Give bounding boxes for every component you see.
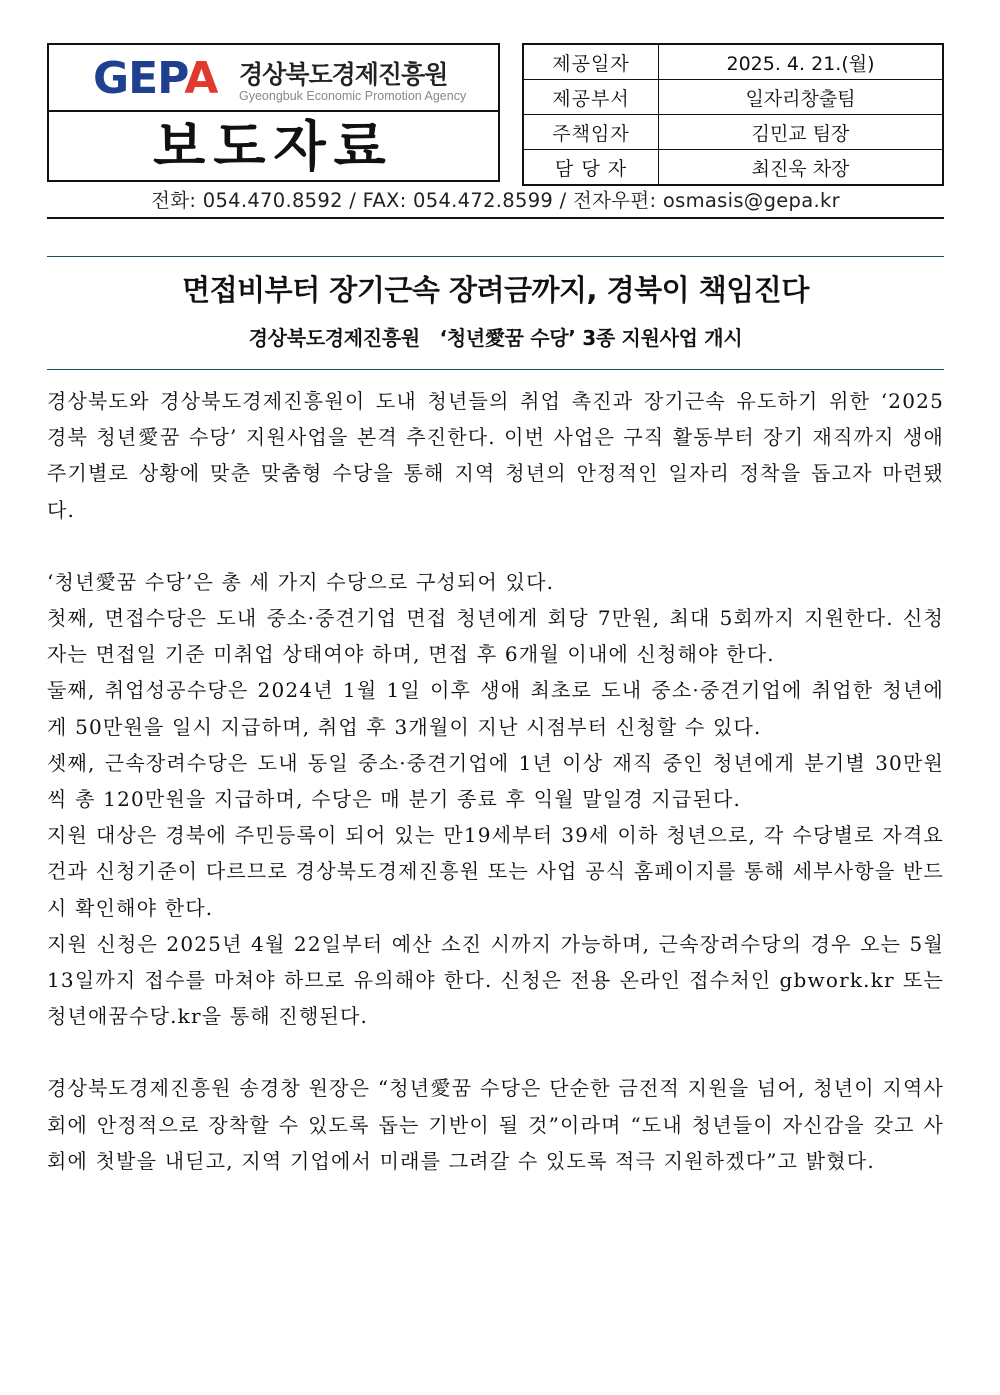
info-row xyxy=(523,80,943,115)
info-row xyxy=(523,44,943,80)
org-name-ko: 경상북도경제진흥원 xyxy=(239,60,448,89)
title-top-rule xyxy=(47,256,944,257)
info-value: 2025. 4. 21.(월) xyxy=(659,44,944,80)
gepa-logo xyxy=(93,53,218,104)
paragraph: 지원 대상은 경북에 주민등록이 되어 있는 만19세부터 39세 이하 청년으로, 각 수당별로 자격요건과 신청기준이 다르므로 경상북도경제진흥원 또는 사업 공식 홈페이지를 통해 세부사항을 반드시 확인해야 한다. xyxy=(47,823,944,920)
contact-line: 전화: 054.470.8592 / FAX: 054.472.8599 / 전자우편: osmasis@gepa.kr xyxy=(47,185,944,219)
paragraph: 첫째, 면접수당은 도내 중소·중견기업 면접 청년에게 회당 7만원, 최대 5회까지 지원한다. 신청자는 면접일 기준 미취업 상태여야 하며, 면접 후 6개월 이내에 신청해야 한다. xyxy=(47,606,944,667)
title-bottom-rule xyxy=(47,369,944,370)
logo-row xyxy=(49,45,498,112)
info-value: 최진욱 차장 xyxy=(659,150,944,186)
info-value: 일자리창출팀 xyxy=(659,80,944,115)
subheadline: 경상북도경제진흥원 ‘청년愛꿈 수당’ 3종 지원사업 개시 xyxy=(248,326,743,350)
paragraph: 지원 신청은 2025년 4월 22일부터 예산 소진 시까지 가능하며, 근속장려수당의 경우 오는 5월 13일까지 접수를 마쳐야 하므로 유의해야 한다. 신청은 전용 온라인 접수처인 gbwork.kr 또는 청년애꿈수당.kr을 통해 진행된다. xyxy=(47,931,944,1029)
article-body xyxy=(47,383,944,1179)
paragraph: ‘청년愛꿈 수당’은 총 세 가지 수당으로 구성되어 있다. xyxy=(47,569,555,594)
info-row xyxy=(523,150,943,186)
paragraph: 셋째, 근속장려수당은 도내 동일 중소·중견기업에 1년 이상 재직 중인 청년에게 분기별 30만원씩 총 120만원을 지급하며, 수당은 매 분기 종료 후 익월 말일경 지급된다. xyxy=(47,750,944,812)
info-label: 담 당 자 xyxy=(523,150,659,186)
info-row xyxy=(523,115,943,150)
headline: 면접비부터 장기근속 장려금까지, 경북이 책임진다 xyxy=(182,273,809,307)
doc-type-title: 보도자료 xyxy=(153,115,394,178)
paragraph: 경상북도와 경상북도경제진흥원이 도내 청년들의 취업 촉진과 장기근속 유도하기 위한 ‘2025 경북 청년愛꿈 수당’ 지원사업을 본격 추진한다. 이번 사업은 구직 활동부터 장기 재직까지 생애주기별로 상황에 맞춘 맞춤형 수당을 통해 지역 청년의 안정적인 일자리 정착을 돕고자 마련됐다. xyxy=(47,389,944,522)
logo-text-accent: A xyxy=(184,53,218,104)
logo-text-main: GEP xyxy=(93,53,185,104)
header-left-box xyxy=(47,43,500,182)
info-label: 제공일자 xyxy=(523,44,659,80)
info-table xyxy=(522,43,944,186)
paragraph: 경상북도경제진흥원 송경창 원장은 “청년愛꿈 수당은 단순한 금전적 지원을 넘어, 청년이 지역사회에 안정적으로 장착할 수 있도록 돕는 기반이 될 것”이라며 “도내 청년들이 자신감을 갖고 사회에 첫발을 내딛고, 지역 기업에서 미래를 그려갈 수 있도록 적극 지원하겠다”고 밝혔다. xyxy=(47,1076,944,1173)
org-name-en: Gyeongbuk Economic Promotion Agency xyxy=(239,89,467,103)
info-label: 제공부서 xyxy=(523,80,659,115)
info-value: 김민교 팀장 xyxy=(659,115,944,150)
info-label: 주책임자 xyxy=(523,115,659,150)
paragraph: 둘째, 취업성공수당은 2024년 1월 1일 이후 생애 최초로 도내 중소·중견기업에 취업한 청년에게 50만원을 일시 지급하며, 취업 후 3개월이 지난 시점부터 신청할 수 있다. xyxy=(47,678,944,739)
